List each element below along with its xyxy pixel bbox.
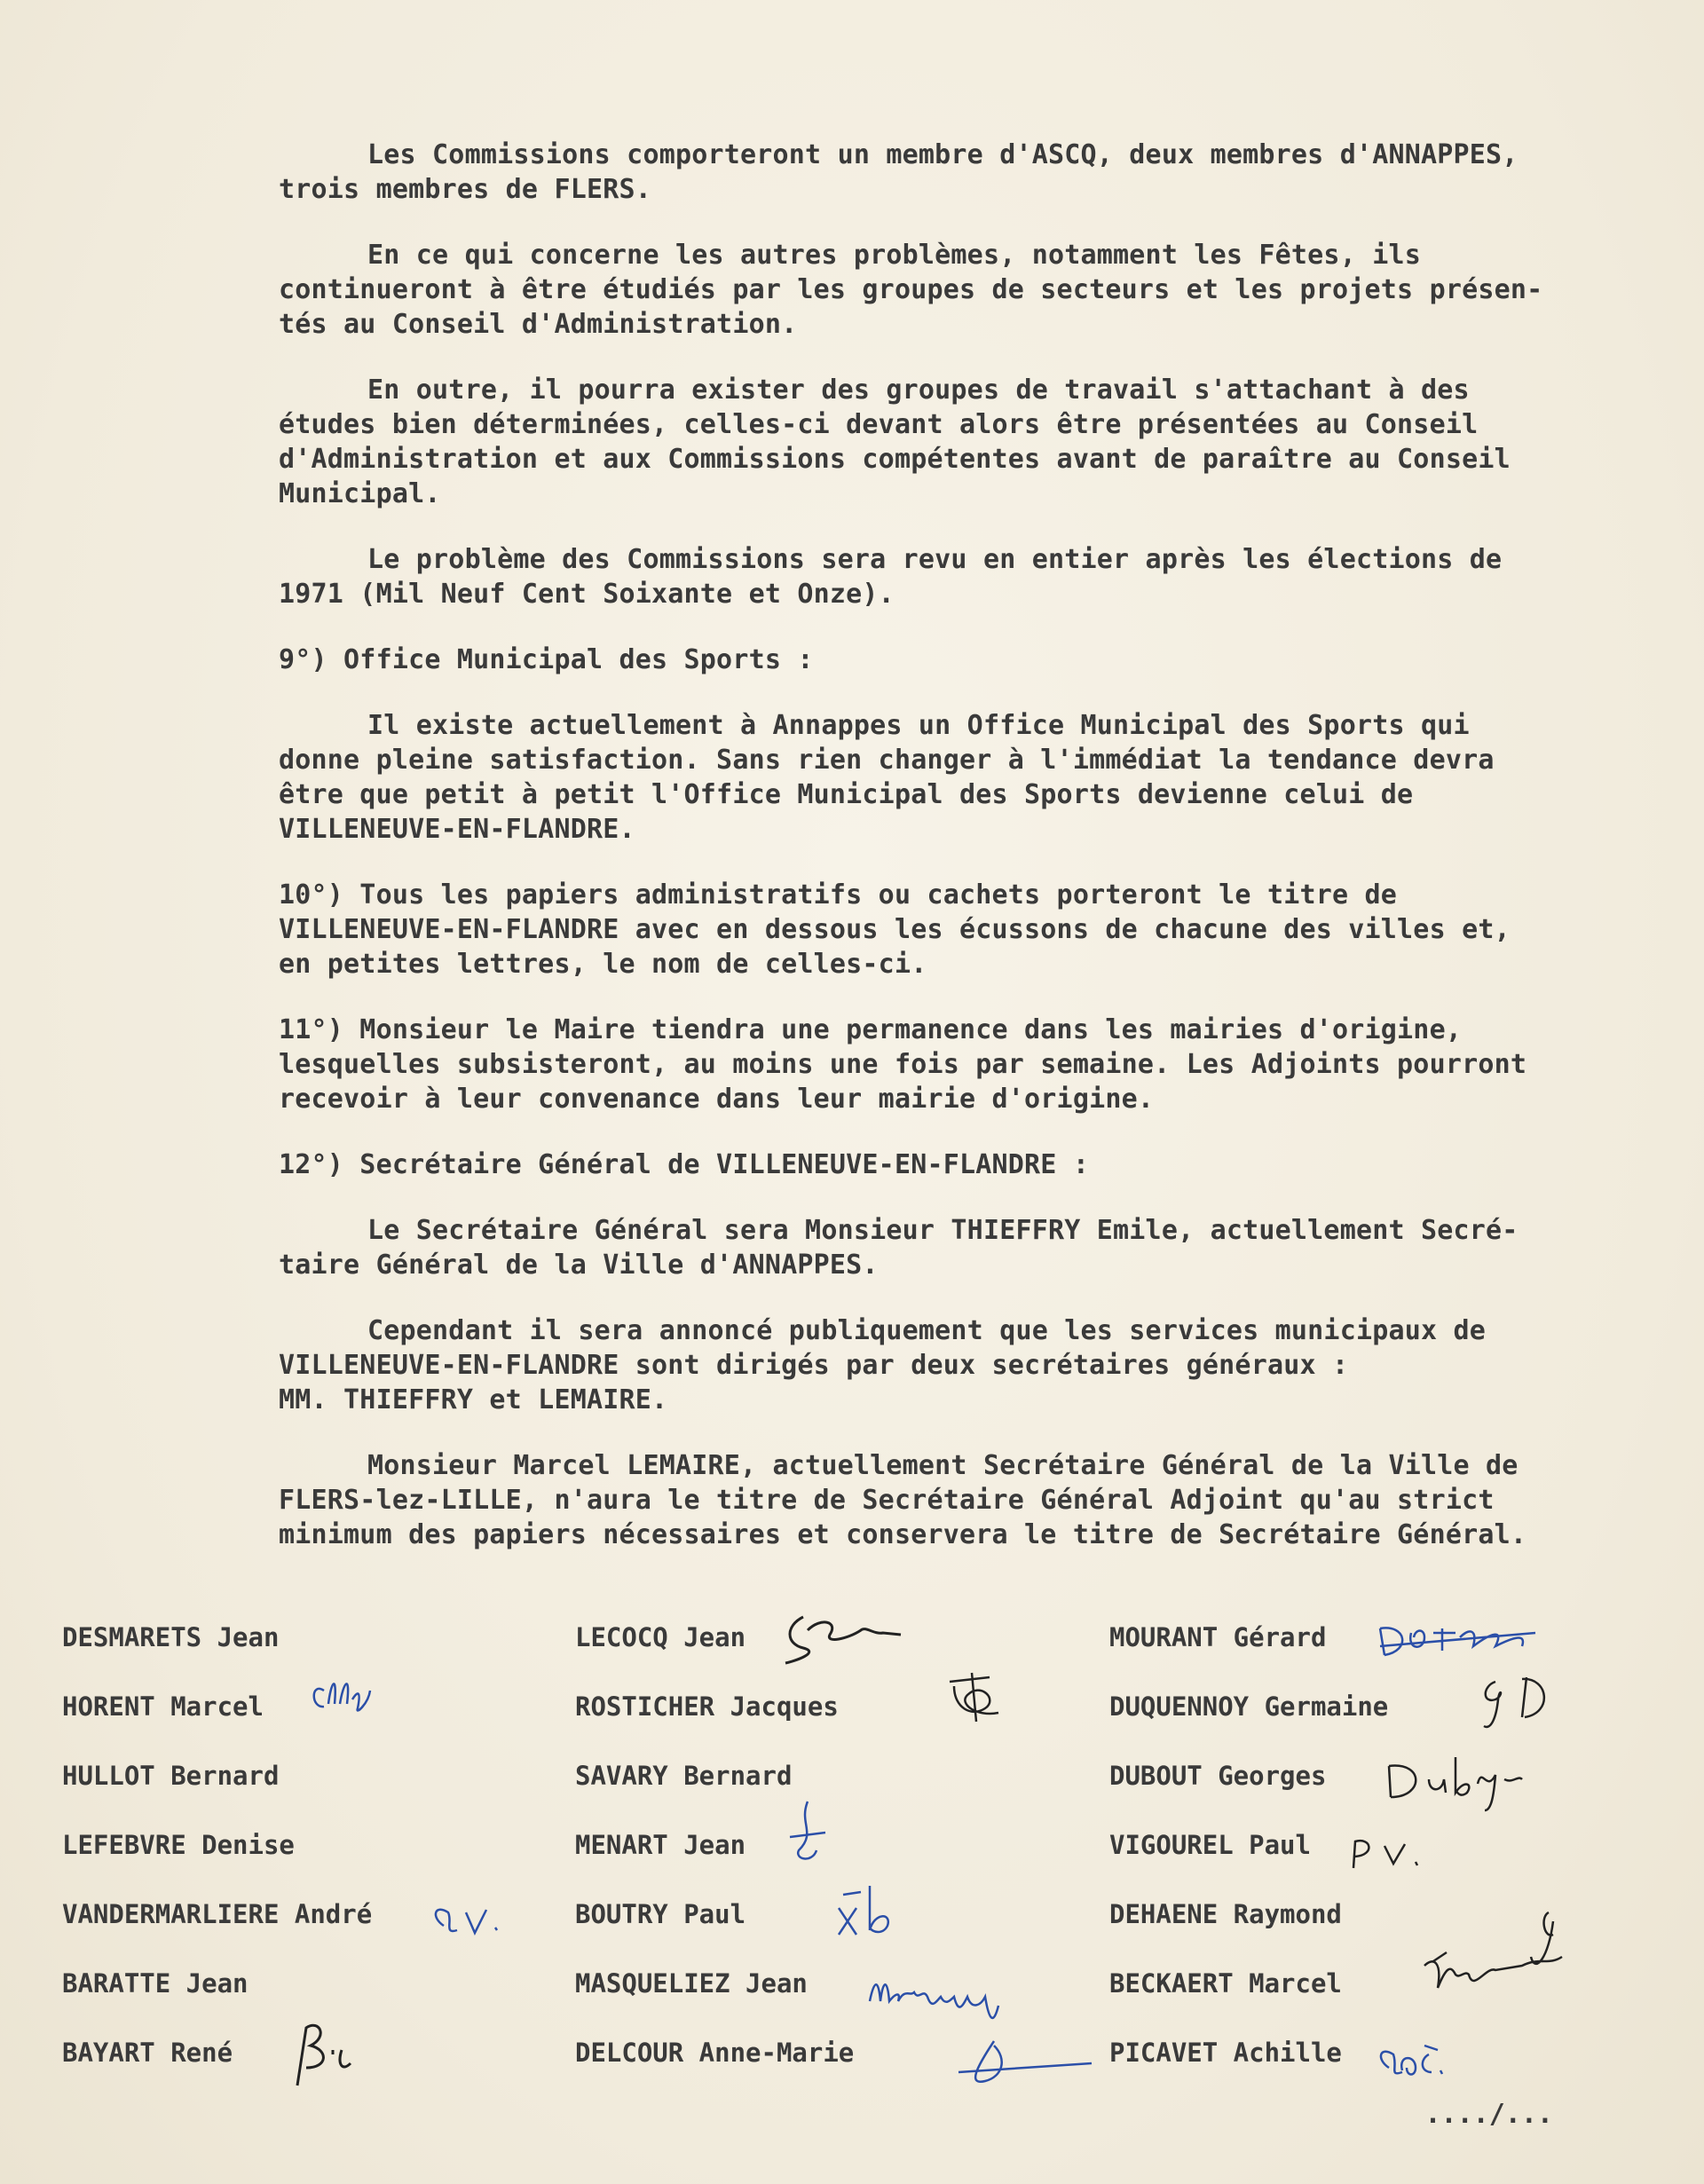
signatory-name: LECOCQ Jean [575, 1622, 746, 1652]
paragraph-line: 1971 (Mil Neuf Cent Soixante et Onze). [279, 579, 895, 610]
signature-lecocq [777, 1608, 910, 1670]
paragraph-line: d'Administration et aux Commissions compétentes avant de paraître au Conseil [279, 444, 1511, 475]
signatory-name: MOURANT Gérard [1109, 1622, 1327, 1652]
signatory-name: VIGOUREL Paul [1109, 1830, 1311, 1860]
signatory-name: VANDERMARLIERE André [62, 1899, 373, 1929]
paragraph [279, 643, 1663, 677]
paragraph [279, 878, 1663, 982]
signature-duquennoy [1473, 1668, 1562, 1739]
paragraph-line: études bien déterminées, celles-ci devant alors être présentées au Conseil [279, 409, 1479, 440]
paragraph [279, 373, 1663, 511]
paragraph [279, 238, 1663, 342]
signatory-name: SAVARY Bernard [575, 1761, 793, 1791]
paragraph-line: VILLENEUVE-EN-FLANDRE sont dirigés par deux secrétaires généraux : [279, 1350, 1349, 1381]
paragraph-line: VILLENEUVE-EN-FLANDRE avec en dessous les écussons de chacune des villes et, [279, 914, 1511, 945]
paragraph-line: 11°) Monsieur le Maire tiendra une permanence dans les mairies d'origine, [279, 1014, 1463, 1045]
paragraph-line: être que petit à petit l'Office Municipal des Sports devienne celui de [279, 779, 1414, 810]
signatory-name: DELCOUR Anne-Marie [575, 2038, 855, 2068]
paragraph-line: Le Secrétaire Général sera Monsieur THIEFFRY Emile, actuellement Secré- [367, 1215, 1519, 1246]
paragraph-line: taire Général de la Ville d'ANNAPPES. [279, 1250, 879, 1281]
signatory-name: ROSTICHER Jacques [575, 1691, 839, 1722]
paragraph-line: Il existe actuellement à Annappes un Office Municipal des Sports qui [367, 710, 1470, 741]
signatory-name: DUQUENNOY Germaine [1109, 1691, 1389, 1722]
paragraph-line: Monsieur Marcel LEMAIRE, actuellement Secrétaire Général de la Ville de [367, 1450, 1519, 1481]
paragraph [279, 542, 1663, 611]
paragraph-line: VILLENEUVE-EN-FLANDRE. [279, 814, 635, 845]
signatory-name: BOUTRY Paul [575, 1899, 746, 1929]
paragraph-line: 9°) Office Municipal des Sports : [279, 644, 814, 675]
signature-vigourel [1345, 1828, 1433, 1881]
signature-horent [306, 1664, 377, 1717]
paragraph-line: FLERS-lez-LILLE, n'aura le titre de Secrétaire Général Adjoint qu'au strict [279, 1485, 1495, 1516]
paragraph-line: continueront à être étudiés par les groupes de secteurs et les projets présen- [279, 274, 1543, 305]
signature-masqueliez [861, 1961, 1038, 2032]
signatory-name: DESMARETS Jean [62, 1622, 280, 1652]
paragraph-line: En outre, il pourra exister des groupes de travail s'attachant à des [367, 375, 1470, 406]
paragraph-line: minimum des papiers nécessaires et conservera le titre de Secrétaire Général. [279, 1519, 1527, 1550]
signatory-name: MASQUELIEZ Jean [575, 1968, 808, 1999]
paragraph [279, 1013, 1663, 1116]
signature-menart [781, 1797, 834, 1877]
paragraph [279, 138, 1663, 207]
paragraph-line: en petites lettres, le nom de celles-ci. [279, 949, 927, 980]
paragraph [279, 1147, 1663, 1182]
signatory-name: HULLOT Bernard [62, 1761, 280, 1791]
signature-mourant [1371, 1611, 1549, 1664]
signature-beckaert [1416, 1904, 1575, 2010]
signatory-name: LEFEBVRE Denise [62, 1830, 295, 1860]
paragraph-line: 12°) Secrétaire Général de VILLENEUVE-EN-FLANDRE : [279, 1149, 1090, 1180]
paragraph-line: donne pleine satisfaction. Sans rien changer à l'immédiat la tendance devra [279, 745, 1495, 776]
signature-boutry [830, 1881, 901, 1944]
signatory-name: MENART Jean [575, 1830, 746, 1860]
paragraph [279, 1213, 1663, 1282]
paragraph-line: 10°) Tous les papiers administratifs ou cachets porteront le titre de [279, 879, 1398, 911]
paragraph-line: Le problème des Commissions sera revu en entier après les élections de [367, 544, 1503, 575]
paragraph-line: Les Commissions comporteront un membre d'ASCQ, deux membres d'ANNAPPES, [367, 139, 1519, 170]
paragraph-line: MM. THIEFFRY et LEMAIRE. [279, 1384, 668, 1415]
signatory-name: DEHAENE Raymond [1109, 1899, 1342, 1929]
paragraph-line: Cependant il sera annoncé publiquement que les services municipaux de [367, 1315, 1487, 1346]
paragraph-line: tés au Conseil d'Administration. [279, 309, 798, 340]
signatory-name: BAYART René [62, 2038, 233, 2068]
paragraph-line: trois membres de FLERS. [279, 174, 652, 205]
signature-bayart [280, 2014, 368, 2094]
paragraph [279, 708, 1663, 847]
signature-dubout [1380, 1748, 1558, 1819]
paragraph-line: recevoir à leur convenance dans leur mairie d'origine. [279, 1084, 1155, 1115]
signatory-name: DUBOUT Georges [1109, 1761, 1327, 1791]
page-continuation-marker: ..../... [1424, 2099, 1553, 2130]
signature-delcour [950, 2032, 1100, 2103]
signatories-section [0, 1615, 1704, 2183]
paragraph [279, 1313, 1663, 1417]
signatory-name: BECKAERT Marcel [1109, 1968, 1342, 1999]
signature-vandermarliere [426, 1890, 515, 1944]
paragraph [279, 1448, 1663, 1552]
signatory-name: BARATTE Jean [62, 1968, 248, 1999]
paragraph-line: En ce qui concerne les autres problèmes, notamment les Fêtes, ils [367, 240, 1421, 271]
signatory-name: PICAVET Achille [1109, 2038, 1342, 2068]
paragraph-line: lesquelles subsisteront, au moins une fois par semaine. Les Adjoints pourront [279, 1049, 1527, 1080]
paragraph-line: Municipal. [279, 478, 441, 509]
signature-picavet [1371, 2037, 1460, 2090]
document-body [279, 138, 1663, 1583]
signature-rosticher [936, 1664, 1016, 1735]
signatory-name: HORENT Marcel [62, 1691, 264, 1722]
